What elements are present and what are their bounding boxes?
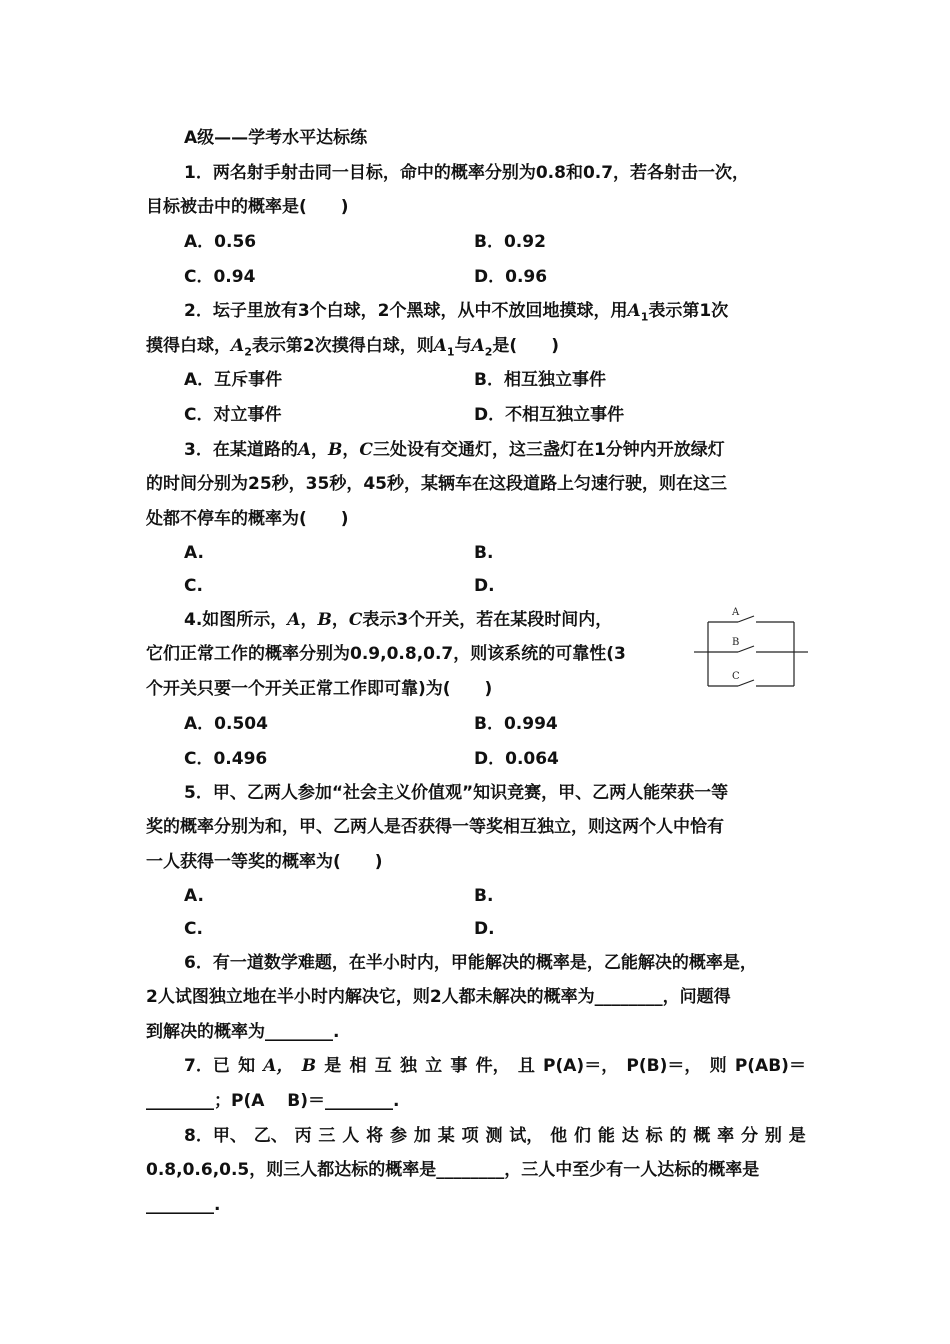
q1-line2: 目标被击中的概率是( ) <box>146 197 349 217</box>
q8-line3: ________. <box>146 1195 221 1215</box>
q4-line3: 个开关只要一个开关正常工作即可靠)为( ) <box>146 679 493 699</box>
q7-line2: ________；P(A B)＝________. <box>146 1091 400 1111</box>
q2-line2: 摸得白球，$A_2$表示第2次摸得白球，则$A_1$与$A_2$是( ) <box>146 336 559 359</box>
q8-line2: 0.8,0.6,0.5，则三人都达标的概率是________，三人中至少有一人达标的概率是 <box>146 1160 760 1180</box>
q3-option-a: A. <box>184 543 204 563</box>
q8-line1: 8．甲、 乙、 丙 三 人 将 参 加 某 项 测 试， 他 们 能 达 标 的 概 率 分 别 是 <box>184 1126 806 1146</box>
q4-line1: 4.如图所示，A，B，C表示3个开关，若在某段时间内， <box>184 610 613 630</box>
q1-option-b: B．0.92 <box>474 232 546 252</box>
q2-option-c: C．对立事件 <box>184 405 282 425</box>
q3-option-d: D. <box>474 576 495 596</box>
circuit-diagram <box>694 604 810 690</box>
q1-option-d: D．0.96 <box>474 267 548 287</box>
q6-line2: 2人试图独立地在半小时内解决它，则2人都未解决的概率为________，问题得 <box>146 987 731 1007</box>
q4-option-c: C．0.496 <box>184 749 268 769</box>
q4-option-b: B．0.994 <box>474 714 558 734</box>
switch-label-c: C <box>732 671 740 682</box>
q3-line2: 的时间分别为25秒，35秒，45秒，某辆车在这段道路上匀速行驶，则在这三 <box>146 474 727 494</box>
q1-line1: 1．两名射手射击同一目标，命中的概率分别为0.8和0.7，若各射击一次， <box>184 163 750 183</box>
q2-line1: 2．坛子里放有3个白球，2个黑球，从中不放回地摸球，用$A_1$表示第1次 <box>184 301 729 324</box>
q2-option-a: A．互斥事件 <box>184 370 283 390</box>
q5-option-c: C. <box>184 919 203 939</box>
q6-line3: 到解决的概率为________. <box>146 1022 340 1042</box>
q4-option-a: A．0.504 <box>184 714 268 734</box>
q7-line1: 7．已 知 A， B 是 相 互 独 立 事 件， 且 P(A)＝， P(B)＝， 则 P(AB)＝ <box>184 1056 806 1076</box>
q5-option-b: B. <box>474 886 494 906</box>
q4-option-d: D．0.064 <box>474 749 559 769</box>
q3-option-b: B. <box>474 543 494 563</box>
q5-option-a: A. <box>184 886 204 906</box>
q6-line1: 6．有一道数学难题，在半小时内，甲能解决的概率是，乙能解决的概率是， <box>184 953 757 973</box>
q2-option-d: D．不相互独立事件 <box>474 405 625 425</box>
q1-option-a: A．0.56 <box>184 232 257 252</box>
q1-option-c: C．0.94 <box>184 267 256 287</box>
q5-line1: 5．甲、乙两人参加“社会主义价值观”知识竞赛，甲、乙两人能荣获一等 <box>184 783 729 803</box>
switch-label-a: A <box>732 607 740 618</box>
q2-option-b: B．相互独立事件 <box>474 370 606 390</box>
q5-line3: 一人获得一等奖的概率为( ) <box>146 852 383 872</box>
section-title: A级——学考水平达标练 <box>184 128 368 148</box>
q3-option-c: C. <box>184 576 203 596</box>
q5-line2: 奖的概率分别为和，甲、乙两人是否获得一等奖相互独立，则这两个人中恰有 <box>146 817 724 837</box>
q5-option-d: D. <box>474 919 495 939</box>
switch-label-b: B <box>732 637 740 648</box>
q3-line1: 3．在某道路的A，B，C三处设有交通灯，这三盏灯在1分钟内开放绿灯 <box>184 440 725 460</box>
q4-line2: 它们正常工作的概率分别为0.9,0.8,0.7，则该系统的可靠性(3 <box>146 644 626 664</box>
q3-line3: 处都不停车的概率为( ) <box>146 509 349 529</box>
